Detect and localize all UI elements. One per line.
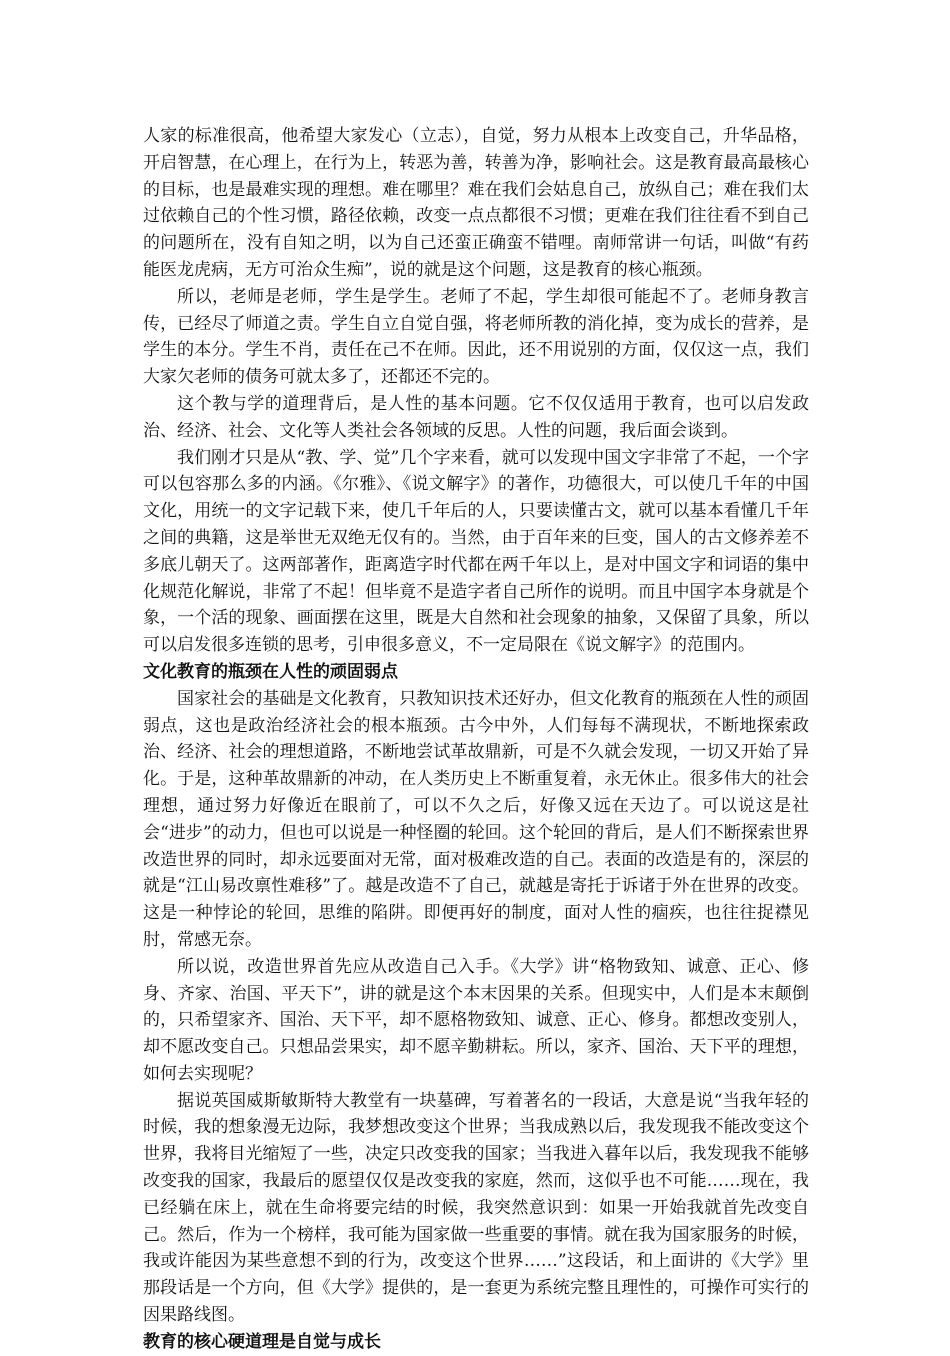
document-page: [143, 123, 809, 1356]
paragraph: 国家社会的基础是文化教育，只教知识技术还好办，但文化教育的瓶颈在人性的顽固弱点，这也是政治经济社会的根本瓶颈。古今中外，人们每每不满现状，不断地探索政治、经济、社会的理想道路，不断地尝试革故鼎新，可是不久就会发现，一切又开始了异化。于是，这种革故鼎新的冲动，在人类历史上不断重复着，永无休止。很多伟大的社会理想，通过努力好像近在眼前了，可以不久之后，好像又远在天边了。可以说这是社会“进步”的动力，但也可以说是一种怪圈的轮回。这个轮回的背后，是人们不断探索世界改造世界的同时，却永远要面对无常，面对极难改造的自己。表面的改造是有的，深层的就是“江山易改禀性难移”了。越是改造不了自己，就越是寄托于诉诸于外在世界的改变。这是一种悖论的轮回，思维的陷阱。即便再好的制度，面对人性的痼疾，也往往捉襟见肘，常感无奈。: [143, 688, 809, 950]
paragraph: 据说英国威斯敏斯特大教堂有一块墓碑，写着著名的一段话，大意是说“当我年轻的时候，我的想象漫无边际，我梦想改变这个世界；当我成熟以后，我发现我不能改变这个世界，我将目光缩短了一些，决定只改变我的国家；当我进入暮年以后，我发现我不能够改变我的国家，我最后的愿望仅仅是改变我的家庭，然而，这似乎也不可能……现在，我已经躺在床上，就在生命将要完结的时候，我突然意识到：如果一开始我就首先改变自己。然后，作为一个榜样，我可能为国家做一些重要的事情。就在我为国家服务的时候，我或许能因为某些意想不到的行为，改变这个世界……”这段话，和上面讲的《大学》里那段话是一个方向，但《大学》提供的，是一套更为系统完整且理性的，可操作可实行的因果路线图。: [143, 1090, 809, 1326]
paragraph: 所以说，改造世界首先应从改造自己入手。《大学》讲“格物致知、诚意、正心、修身、齐家、治国、平天下”，讲的就是这个本末因果的关系。但现实中，人们是本末颠倒的，只希望家齐、国治、天下平，却不愿格物致知、诚意、正心、修身。都想改变别人，却不愿改变自己。只想品尝果实，却不愿辛勤耕耘。所以，家齐、国治、天下平的理想，如何去实现呢？: [143, 956, 809, 1084]
paragraph: 人家的标准很高，他希望大家发心（立志），自觉，努力从根本上改变自己，升华品格，开启智慧，在心理上，在行为上，转恶为善，转善为净，影响社会。这是教育最高最核心的目标，也是最难实现的理想。难在哪里？难在我们会姑息自己，放纵自己；难在我们太过依赖自己的个性习惯，路径依赖，改变一点点都很不习惯；更难在我们往往看不到自己的问题所在，没有自知之明，以为自己还蛮正确蛮不错哩。南师常讲一句话，叫做“有药能医龙虎病，无方可治众生痴”，说的就是这个问题，这是教育的核心瓶颈。: [143, 126, 809, 280]
paragraph: 所以，老师是老师，学生是学生。老师了不起，学生却很可能起不了。老师身教言传，已经尽了师道之责。学生自立自觉自强，将老师所教的消化掉，变为成长的营养，是学生的本分。学生不肖，责任在己不在师。因此，还不用说别的方面，仅仅这一点，我们大家欠老师的债务可就太多了，还都还不完的。: [143, 286, 809, 388]
paragraph: 这个教与学的道理背后，是人性的基本问题。它不仅仅适用于教育，也可以启发政治、经济、社会、文化等人类社会各领域的反思。人性的问题，我后面会谈到。: [143, 393, 809, 441]
paragraph: 我们刚才只是从“教、学、觉”几个字来看，就可以发现中国文字非常了不起，一个字可以包容那么多的内涵。《尔雅》、《说文解字》的著作，功德很大，可以使几千年的中国文化，用统一的文字记载下来，使几千年后的人，只要读懂古文，就可以基本看懂几千年之间的典籍，这是举世无双绝无仅有的。当然，由于百年来的巨变，国人的古文修养差不多底儿朝天了。这两部著作，距离造字时代都在两千年以上，是对中国文字和词语的集中化规范化解说，非常了不起！但毕竟不是造字者自己所作的说明。而且中国字本身就是个象，一个活的现象、画面摆在这里，既是大自然和社会现象的抽象，又保留了具象，所以可以启发很多连锁的思考，引申很多意义，不一定局限在《说文解字》的范围内。: [143, 447, 809, 656]
section-heading: 教育的核心硬道理是自觉与成长: [143, 1331, 381, 1352]
section-heading: 文化教育的瓶颈在人性的顽固弱点: [143, 661, 398, 682]
